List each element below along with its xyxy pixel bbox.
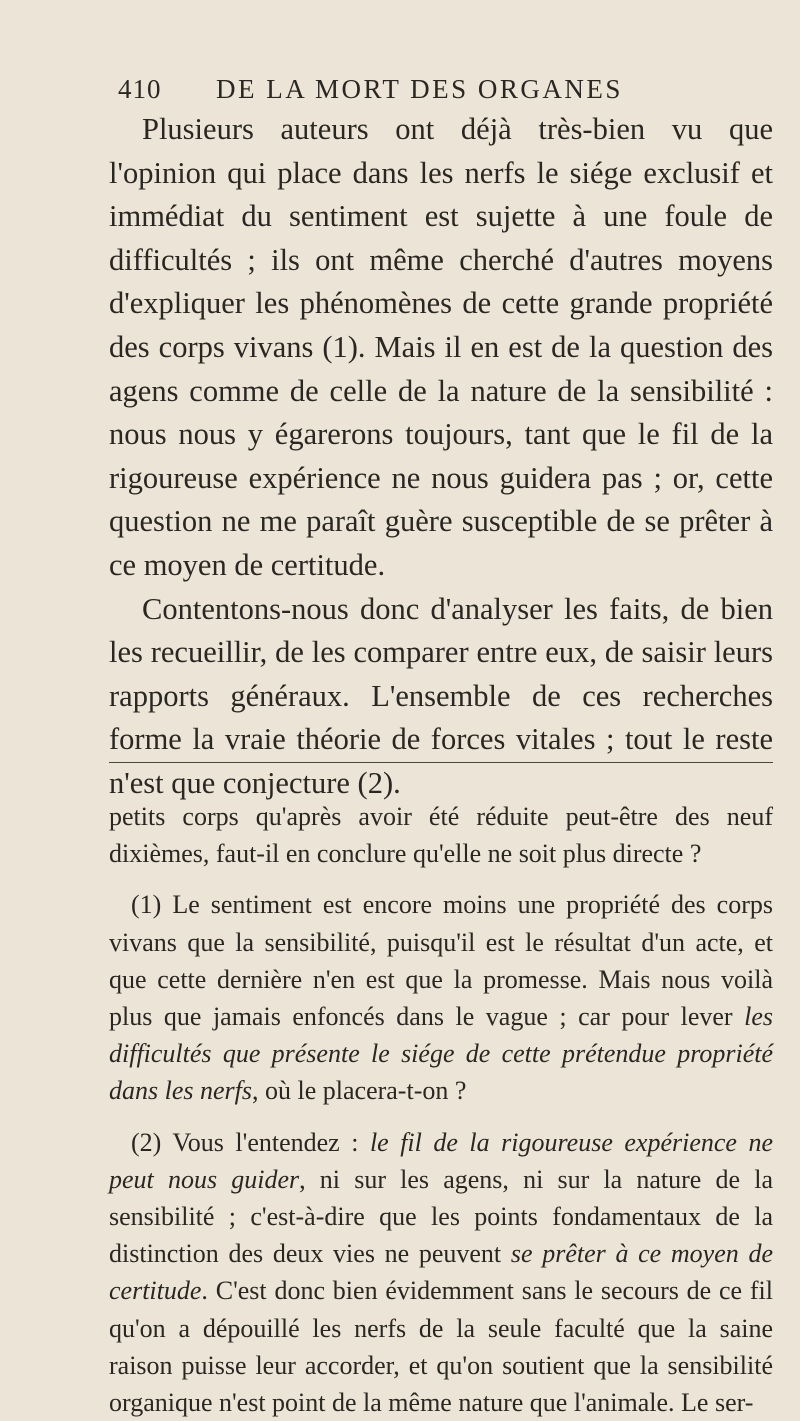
footnote-text: (1) Le sentiment est encore moins une propriété des corps vivans que la sensibilité, puisqu'il est le résultat d'un acte, et que cette dernière n'en est que la promesse. Mais nous voilà plus que jamais enfoncés dans le vague ; car pour lever: [109, 890, 773, 1032]
footnote-2: [109, 1124, 773, 1421]
main-text: [109, 108, 773, 806]
footnote-1: [109, 886, 773, 1109]
footnote-text: . C'est donc bien évidemment sans le secours de ce fil qu'on a dépouillé les nerfs de la seule faculté que la saine raison puisse leur accorder, et qu'on soutient que la sensibilité organique n'est point de la même nature que l'animale. Le ser-: [109, 1276, 773, 1418]
footnotes: [109, 798, 773, 1421]
paragraph: Plusieurs auteurs ont déjà très-bien vu que l'opinion qui place dans les nerfs le siége exclusif et immédiat du sentiment est sujette à une foule de difficultés ; ils ont même cherché d'autres moyens d'expliquer les phénomènes de cette grande propriété des corps vivans (1). Mais il en est de la question des agens comme de celle de la nature de la sensibilité : nous nous y égarerons toujours, tant que le fil de la rigoureuse expérience ne nous guidera pas ; or, cette question ne me paraît guère susceptible de se prêter à ce moyen de certitude.: [109, 112, 773, 582]
running-title: DE LA MORT DES ORGANES: [216, 74, 623, 104]
footnote-separator: [109, 762, 773, 763]
footnote-text: (2) Vous l'entendez :: [131, 1127, 370, 1157]
page-number: 410: [118, 74, 162, 104]
footnote-italic: les difficultés que présente le siége de cette prétendue propriété dans les nerfs: [109, 1002, 773, 1106]
footnote-continuation: petits corps qu'après avoir été réduite peut-être des neuf dixièmes, faut-il en conclure qu'elle ne soit plus directe ?: [109, 802, 773, 869]
footnote-text: , où le placera-t-on ?: [252, 1076, 467, 1106]
footnote-text: , ni sur les agens, ni sur la nature de la sensibilité ; c'est-à-dire que les points fondamentaux de la distinction des deux vies ne peuvent: [109, 1164, 774, 1269]
footnote-italic: se prêter à ce moyen de certitude: [109, 1239, 773, 1306]
paragraph: Contentons-nous donc d'analyser les faits, de bien les recueillir, de les comparer entre eux, de saisir leurs rapports généraux. L'ensemble de ces recherches forme la vraie théorie de forces vitales ; tout le reste n'est que conjecture (2).: [109, 591, 773, 800]
footnote-italic: le fil de la rigoureuse expérience ne peut nous guider: [109, 1127, 773, 1194]
